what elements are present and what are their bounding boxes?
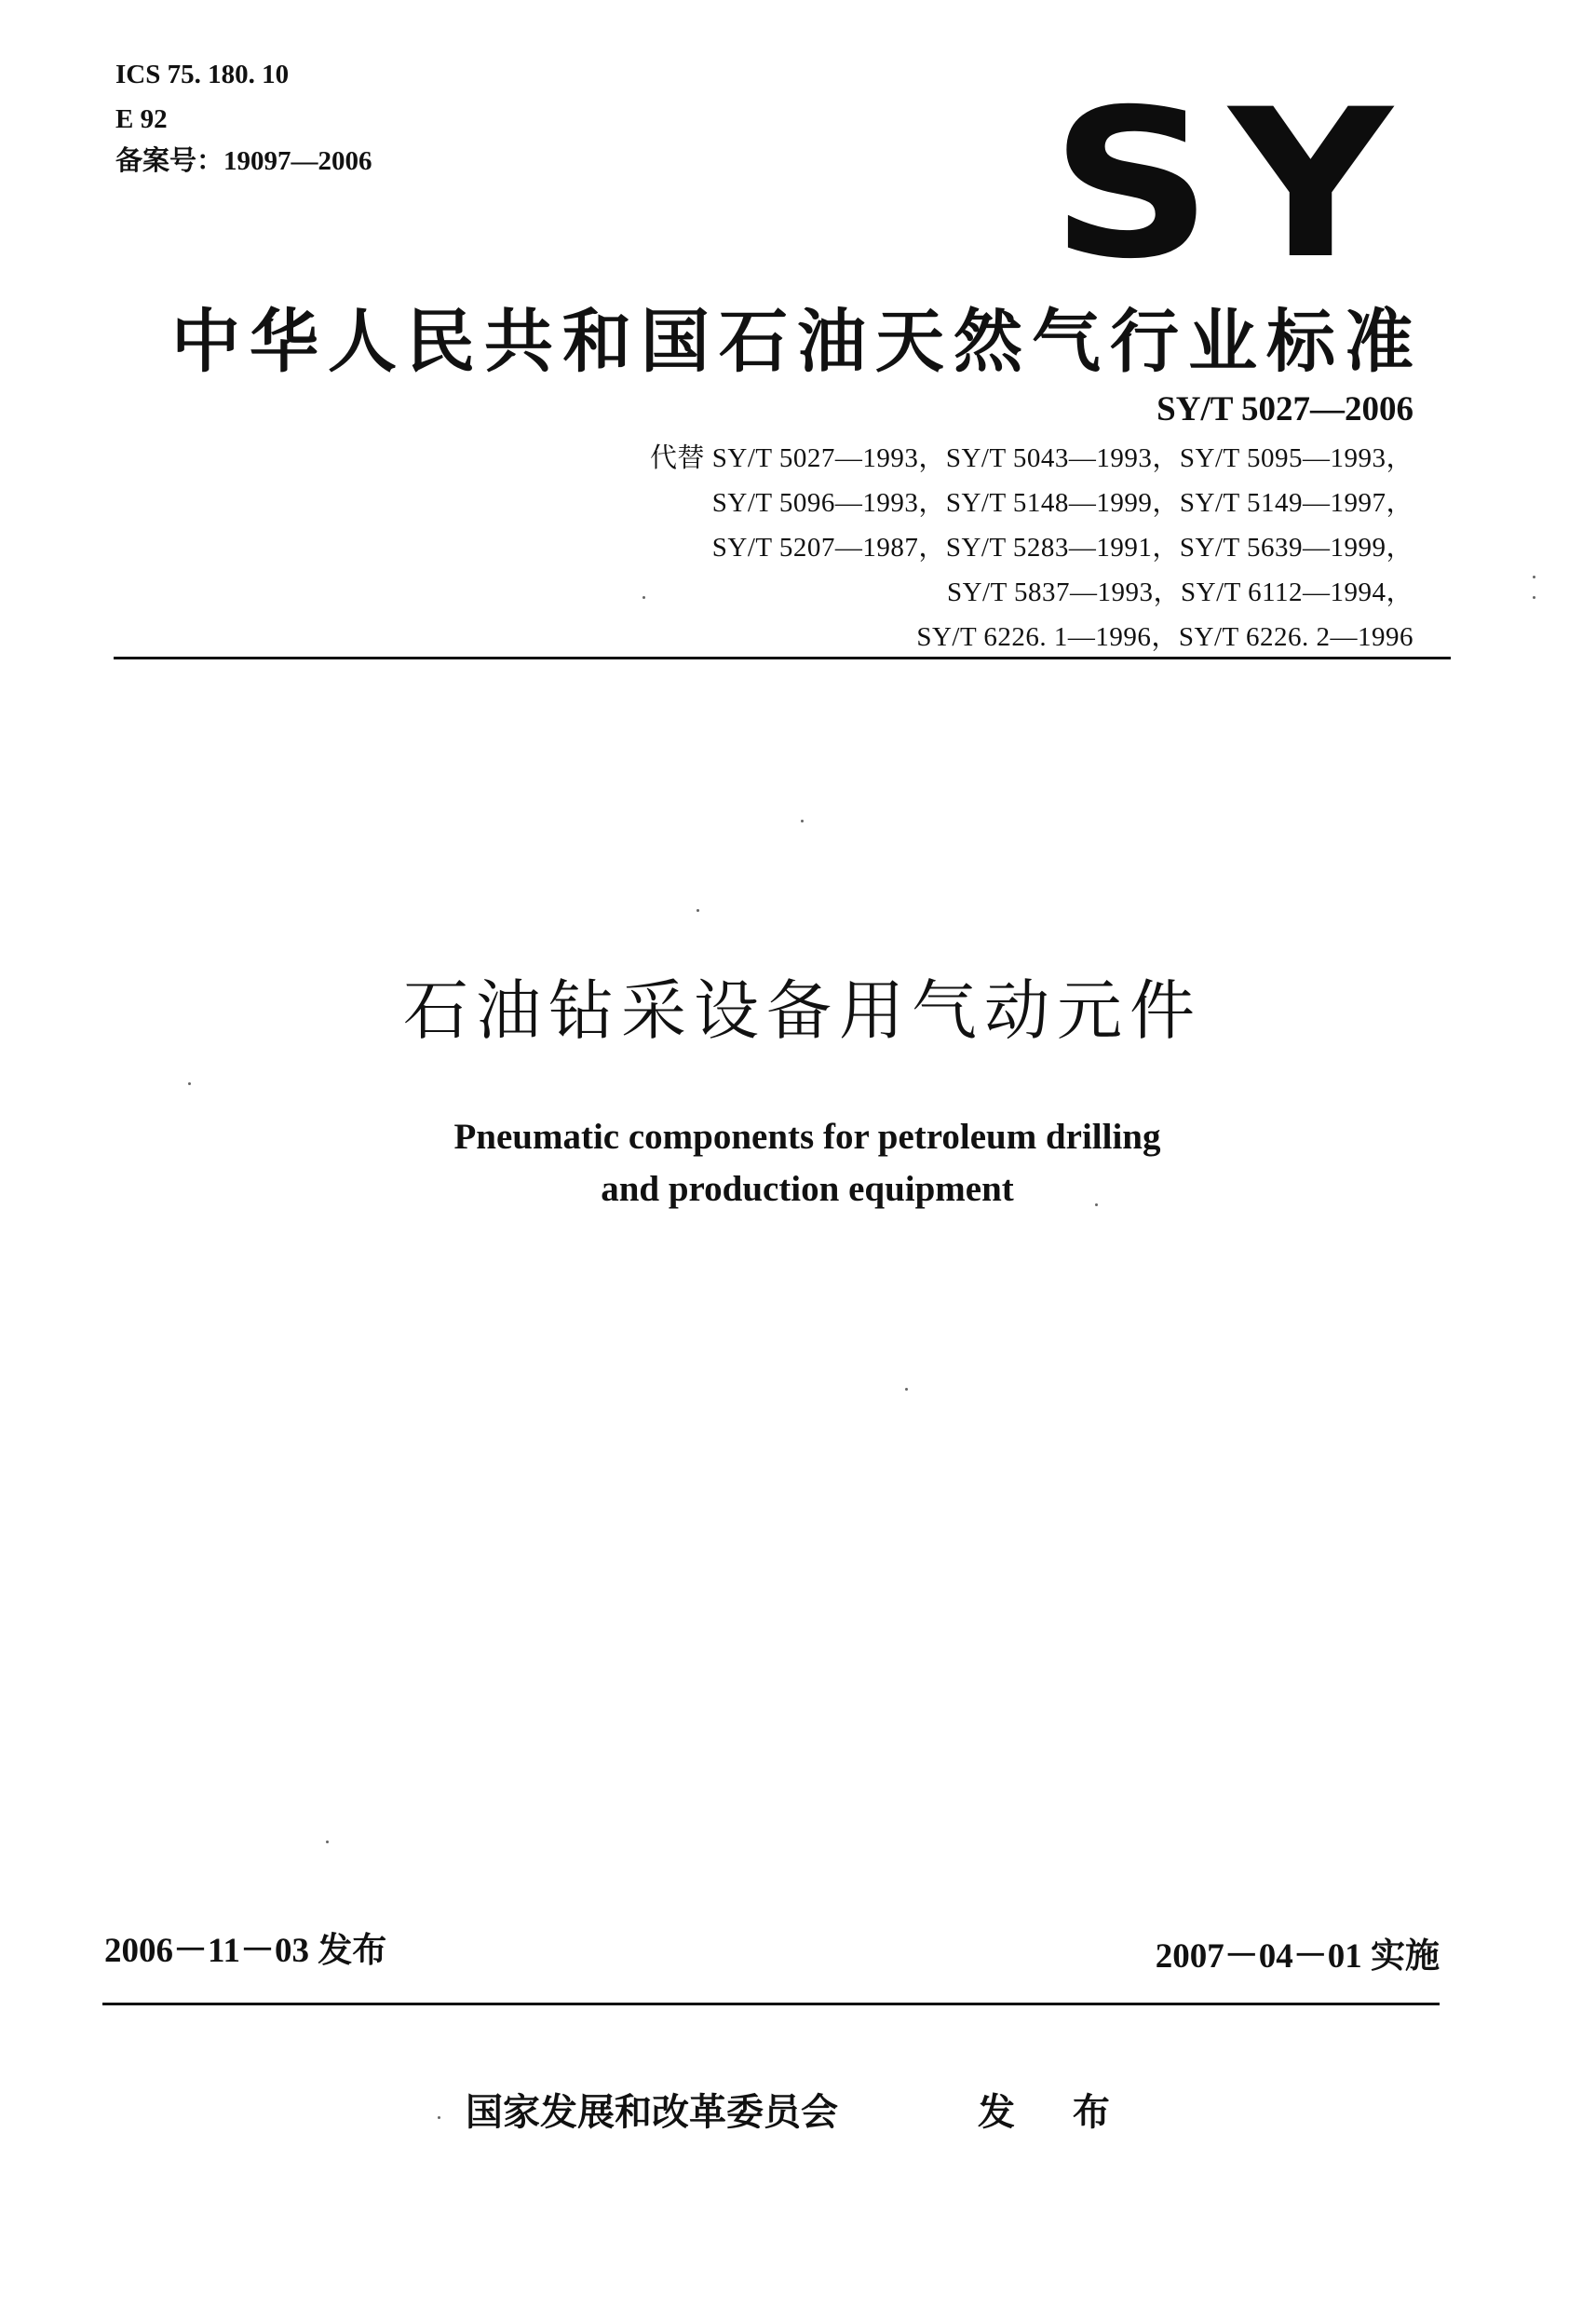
scan-speck [438,2116,440,2119]
standard-number: SY/T 5027—2006 [1156,390,1413,428]
industry-standard-title: 中华人民共和国石油天然气行业标准 [171,302,1423,382]
scan-speck [1533,576,1535,578]
document-title-zh: 石油钻采设备用气动元件 [403,972,1202,1049]
scan-speck [1095,1203,1098,1206]
ics-code: ICS 75. 180. 10 [115,60,290,89]
scan-speck [642,596,645,599]
publisher: 国家发展和改革委员会 [466,2091,838,2134]
header-divider [114,657,1451,659]
scan-speck [801,820,804,822]
scan-speck [697,909,699,912]
ccs-code: E 92 [115,104,168,134]
scan-speck [188,1082,191,1085]
scan-speck [326,1841,329,1843]
replaces-line: SY/T 5096—1993，SY/T 5148—1999，SY/T 5149—1997， [711,488,1413,518]
replaces-line: SY/T 5207—1987，SY/T 5283—1991，SY/T 5639—1999， [711,533,1413,563]
publish-label: 发 布 [978,2091,1132,2134]
sy-logo: SY [1050,65,1409,304]
document-title-en: Pneumatic components for petroleum drilling [453,1117,1161,1157]
document-title-en: and production equipment [601,1169,1014,1209]
replaces-line: SY/T 6226. 1—1996，SY/T 6226. 2—1996 [916,622,1413,652]
footer-divider [102,2003,1440,2005]
replaces-line: 代替 SY/T 5027—1993，SY/T 5043—1993，SY/T 5095—1993， [650,443,1413,473]
replaces-line: SY/T 5837—1993，SY/T 6112—1994， [946,577,1413,607]
filing-number: 备案号：19097—2006 [115,146,372,176]
issue-date: 2006－11－03 发布 [104,1932,387,1970]
effective-date: 2007－04－01 实施 [1155,1937,1440,1976]
scan-speck [1533,596,1535,599]
scan-speck [905,1388,908,1391]
